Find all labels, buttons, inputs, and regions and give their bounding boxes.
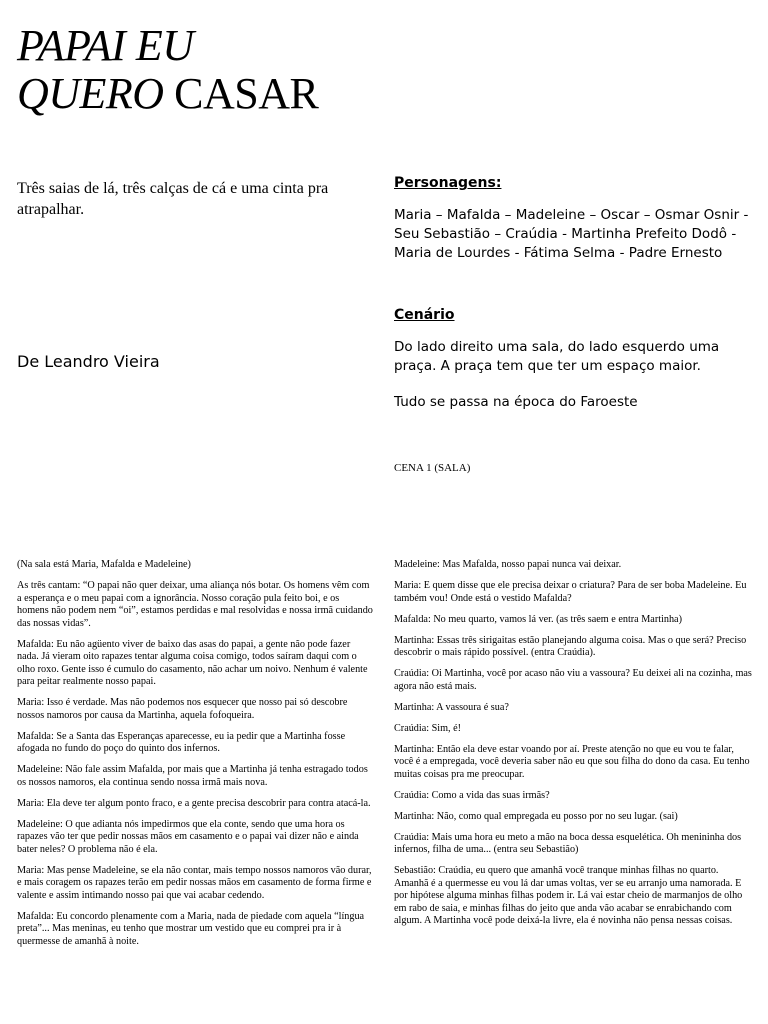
dialogue-paragraph: Maria: Ela deve ter algum ponto fraco, e a gente precisa descobrir para contra atacá-la. <box>17 797 371 809</box>
dialogue-paragraph: Maria: Isso é verdade. Mas não podemos nos esquecer que nosso pai só descobre nossos namoros por causa da Martinha, aquela fofoqueira. <box>17 697 348 721</box>
dialogue-paragraph: Martinha: A vassoura é sua? <box>394 701 509 713</box>
setting-description: Do lado direito uma sala, do lado esquerdo uma praça. A praça tem que ter um espaço maior. <box>394 339 720 374</box>
dialogue-paragraph: Sebastião: Craúdia, eu quero que amanhã você tranque minhas filhas no quarto. Amanhã é a quermesse eu vou lá dar umas voltas, ver se eu arranjo uma namorada. E por hipótese alguma minhas filhas podem ir. Lá vai estar cheio de marmanjos de olho em rabo de saia, e minhas filhas do jeito que anda vão acabar se enrabichando com algum. A Martinha você pode deixá-la livre, ela é novinha não pensa nessas coisas. <box>394 865 743 926</box>
dialogue-paragraph: Mafalda: Eu não agüento viver de baixo das asas do papai, a gente não pode fazer nada. Já vieram oito rapazes tentar alguma coisa comigo, todos saíram daqui com o olho roxo. Gente isso é cumulo do casamento, não achar um noivo. Nenhum é valente para peitar realmente nosso papai. <box>17 638 368 687</box>
script-right-column <box>394 559 754 936</box>
setting-era: Tudo se passa na época do Faroeste <box>394 394 638 410</box>
characters-list: Maria – Mafalda – Madeleine – Oscar – Osmar Osnir - Seu Sebastião – Craúdia - Martinha Prefeito Dodô - Maria de Lourdes - Fátima Selma - Padre Ernesto <box>394 207 749 261</box>
dialogue-paragraph: As três cantam: “O papai não quer deixar, uma aliança nós botar. Os homens vêm com a esperança e o meu papai com a ignorância. Nosso coração pula feito boi, e os homens não podem nem “oi”, estamos perdidas e mal resolvidas e nossa irmã cuidando das nossas vidas”. <box>17 580 373 629</box>
dialogue-paragraph: Mafalda: No meu quarto, vamos lá ver. (as três saem e entra Martinha) <box>394 613 682 625</box>
dialogue-paragraph: Madeleine: Não fale assim Mafalda, por mais que a Martinha já tenha estragado todos os nossos namoros, ela continua sendo nossa irmã mais nova. <box>17 764 368 788</box>
dialogue-paragraph: Craúdia: Sim, é! <box>394 722 462 734</box>
title-line-1: PAPAI EU <box>17 21 194 70</box>
dialogue-paragraph: Maria: E quem disse que ele precisa deixar o criatura? Para de ser boba Madeleine. Eu também vou! Onde está o vestido Mafalda? <box>394 580 747 604</box>
subtitle: Três saias de lá, três calças de cá e uma cinta pra atrapalhar. <box>17 180 329 218</box>
dialogue-paragraph: Martinha: Essas três sirigaitas estão planejando alguma coisa. Mas o que será? Preciso descobrir o mais rápido possível. (entra Craúdia). <box>394 634 747 658</box>
scene-label: CENA 1 (SALA) <box>394 462 471 474</box>
dialogue-paragraph: Mafalda: Se a Santa das Esperanças aparecesse, eu ia pedir que a Martinha fosse afogada no fundo do poço do quinto dos infernos. <box>17 730 346 754</box>
setting-heading: Cenário <box>394 307 455 323</box>
dialogue-paragraph: Maria: Mas pense Madeleine, se ela não contar, mais tempo nossos namoros vão durar, e mais coragem os rapazes terão em pedir nossas mãos em casamento de forma firme e valente e assim intimando nosso pai que vai acabar cedendo. <box>17 864 372 901</box>
title-line-2-italic: QUERO <box>17 69 164 118</box>
dialogue-paragraph: (Na sala está Maria, Mafalda e Madeleine) <box>17 559 191 570</box>
dialogue-paragraph: Madeleine: O que adianta nós impedirmos que ela conte, sendo que uma hora os rapazes vão ter que pedir nossas mãos em casamento e o papai vai dizer não e ainda bater neles? O problema não é ela. <box>17 818 359 855</box>
dialogue-paragraph: Craúdia: Mais uma hora eu meto a mão na boca dessa esquelética. Oh menininha dos infernos, filha de uma... (entra seu Sebastião) <box>394 831 742 855</box>
dialogue-paragraph: Martinha: Então ela deve estar voando por aí. Preste atenção no que eu vou te falar, você é a empregada, você deveria saber não eu que sou filha do dono da casa. Eu tenho muitas coisas pra me preocupar. <box>394 743 750 780</box>
title-line-2-rest: CASAR <box>163 69 319 118</box>
author: De Leandro Vieira <box>17 352 160 371</box>
characters-heading: Personagens: <box>394 175 502 191</box>
dialogue-paragraph: Craúdia: Como a vida das suas irmãs? <box>394 789 550 801</box>
document-title <box>17 22 318 118</box>
script-left-column <box>17 559 373 957</box>
dialogue-paragraph: Madeleine: Mas Mafalda, nosso papai nunca vai deixar. <box>394 559 622 570</box>
dialogue-paragraph: Martinha: Não, como qual empregada eu posso por no seu lugar. (sai) <box>394 810 678 822</box>
dialogue-paragraph: Craúdia: Oi Martinha, você por acaso não viu a vassoura? Eu deixei ali na cozinha, mas agora não está mais. <box>394 668 752 692</box>
dialogue-paragraph: Mafalda: Eu concordo plenamente com a Maria, nada de piedade com aquela “língua preta”... Mas meninas, eu tenho que mostrar um vestido que eu comprei pra ir à quermesse de amanhã à noite. <box>17 910 365 947</box>
